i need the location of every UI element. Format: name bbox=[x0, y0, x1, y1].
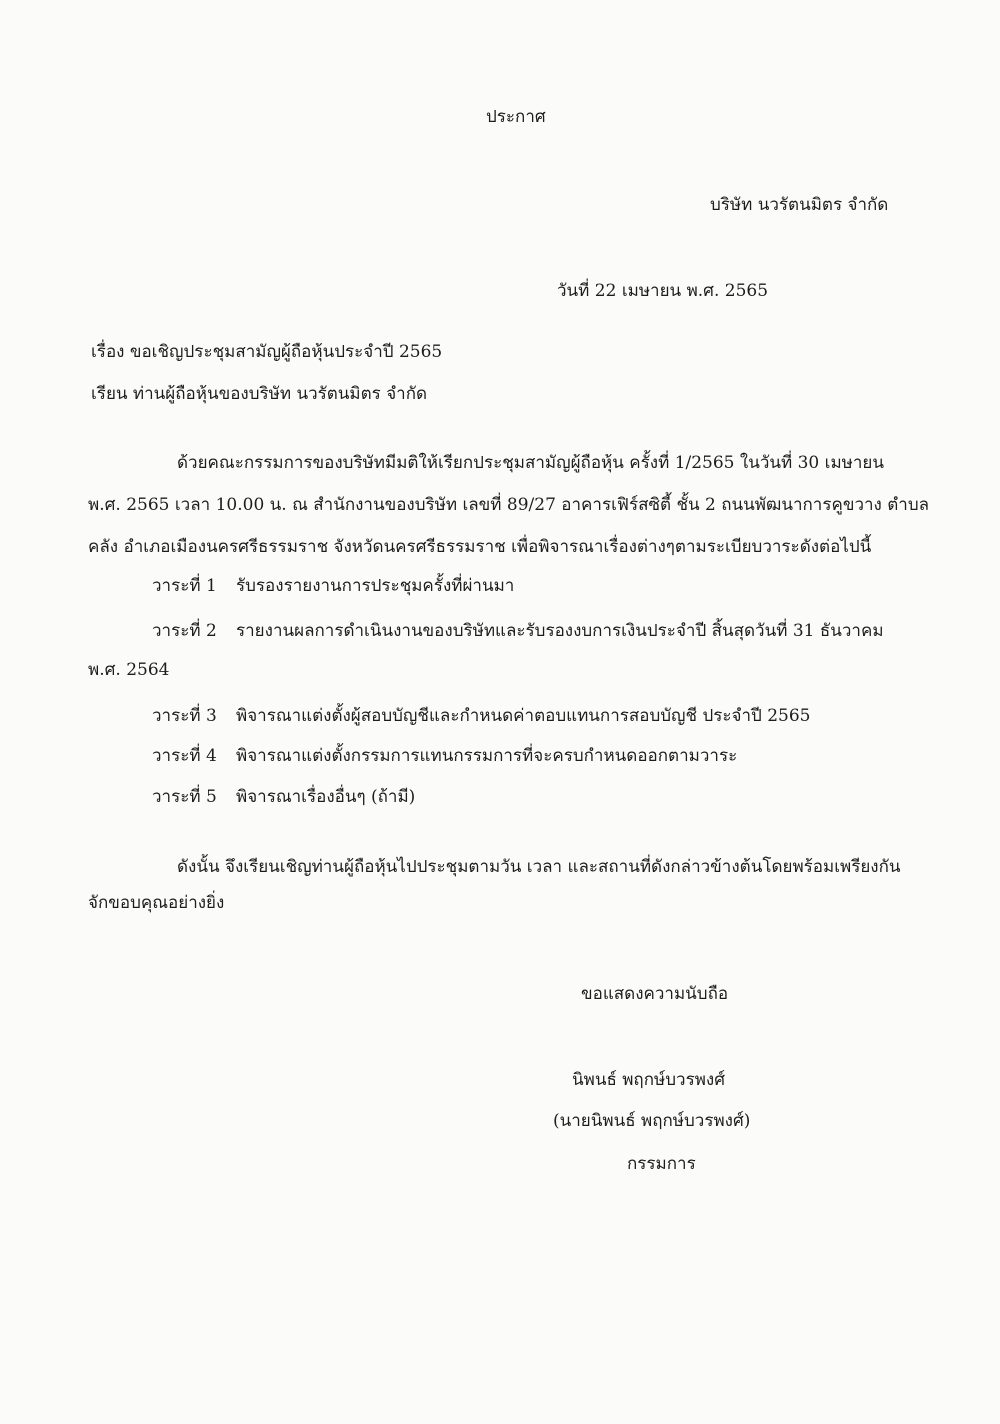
body-paragraph-line-1: ด้วยคณะกรรมการของบริษัทมีมติให้เรียกประชุมสามัญผู้ถือหุ้น ครั้งที่ 1/2565 ในวันที่ 30 เมษายน bbox=[177, 453, 884, 473]
document-title: ประกาศ bbox=[486, 107, 546, 127]
agenda-text: พิจารณาแต่งตั้งกรรมการแทนกรรมการที่จะครบกำหนดออกตามวาระ bbox=[236, 746, 738, 766]
agenda-item-2 bbox=[152, 620, 884, 642]
agenda-number: วาระที่ 3 bbox=[152, 706, 217, 726]
agenda-number: วาระที่ 2 bbox=[152, 621, 217, 641]
agenda-number: วาระที่ 5 bbox=[152, 787, 217, 807]
signer-name: นิพนธ์ พฤกษ์บวรพงศ์ bbox=[572, 1070, 725, 1090]
signer-position: กรรมการ bbox=[627, 1154, 696, 1174]
recipient-line: เรียน ท่านผู้ถือหุ้นของบริษัท นวรัตนมิตร จำกัด bbox=[91, 384, 428, 404]
body-paragraph-line-2: พ.ศ. 2565 เวลา 10.00 น. ณ สำนักงานของบริษัท เลขที่ 89/27 อาคารเฟิร์สซิตี้ ชั้น 2 ถนนพัฒนาการคูขวาง ตำบล bbox=[88, 495, 930, 515]
agenda-number: วาระที่ 1 bbox=[152, 576, 217, 596]
agenda-number: วาระที่ 4 bbox=[152, 746, 217, 766]
signer-printed-name: (นายนิพนธ์ พฤกษ์บวรพงศ์) bbox=[553, 1111, 751, 1131]
agenda-text: พิจารณาเรื่องอื่นๆ (ถ้ามี) bbox=[236, 787, 416, 807]
agenda-text: รับรองรายงานการประชุมครั้งที่ผ่านมา bbox=[236, 576, 515, 596]
agenda-text: พิจารณาแต่งตั้งผู้สอบบัญชีและกำหนดค่าตอบแทนการสอบบัญชี ประจำปี 2565 bbox=[236, 706, 811, 726]
regards-text: ขอแสดงความนับถือ bbox=[581, 984, 729, 1004]
body-paragraph-line-3: คลัง อำเภอเมืองนครศรีธรรมราช จังหวัดนครศรีธรรมราช เพื่อพิจารณาเรื่องต่างๆตามระเบียบวาระดังต่อไปนี้ bbox=[88, 537, 872, 557]
agenda-item-3 bbox=[152, 705, 811, 727]
agenda-item-1 bbox=[152, 575, 514, 597]
subject-line: เรื่อง ขอเชิญประชุมสามัญผู้ถือหุ้นประจำปี 2565 bbox=[91, 342, 443, 362]
agenda-item-2-continuation: พ.ศ. 2564 bbox=[88, 660, 170, 680]
agenda-item-5 bbox=[152, 786, 415, 808]
document-date: วันที่ 22 เมษายน พ.ศ. 2565 bbox=[557, 281, 769, 301]
company-name: บริษัท นวรัตนมิตร จำกัด bbox=[710, 195, 889, 215]
agenda-item-4 bbox=[152, 745, 737, 767]
closing-line-1: ดังนั้น จึงเรียนเชิญท่านผู้ถือหุ้นไปประชุมตามวัน เวลา และสถานที่ดังกล่าวข้างต้นโดยพร้อมเพรียงกัน bbox=[177, 857, 901, 877]
agenda-text: รายงานผลการดำเนินงานของบริษัทและรับรองงบการเงินประจำปี สิ้นสุดวันที่ 31 ธันวาคม bbox=[236, 621, 884, 641]
closing-line-2: จักขอบคุณอย่างยิ่ง bbox=[88, 893, 225, 913]
